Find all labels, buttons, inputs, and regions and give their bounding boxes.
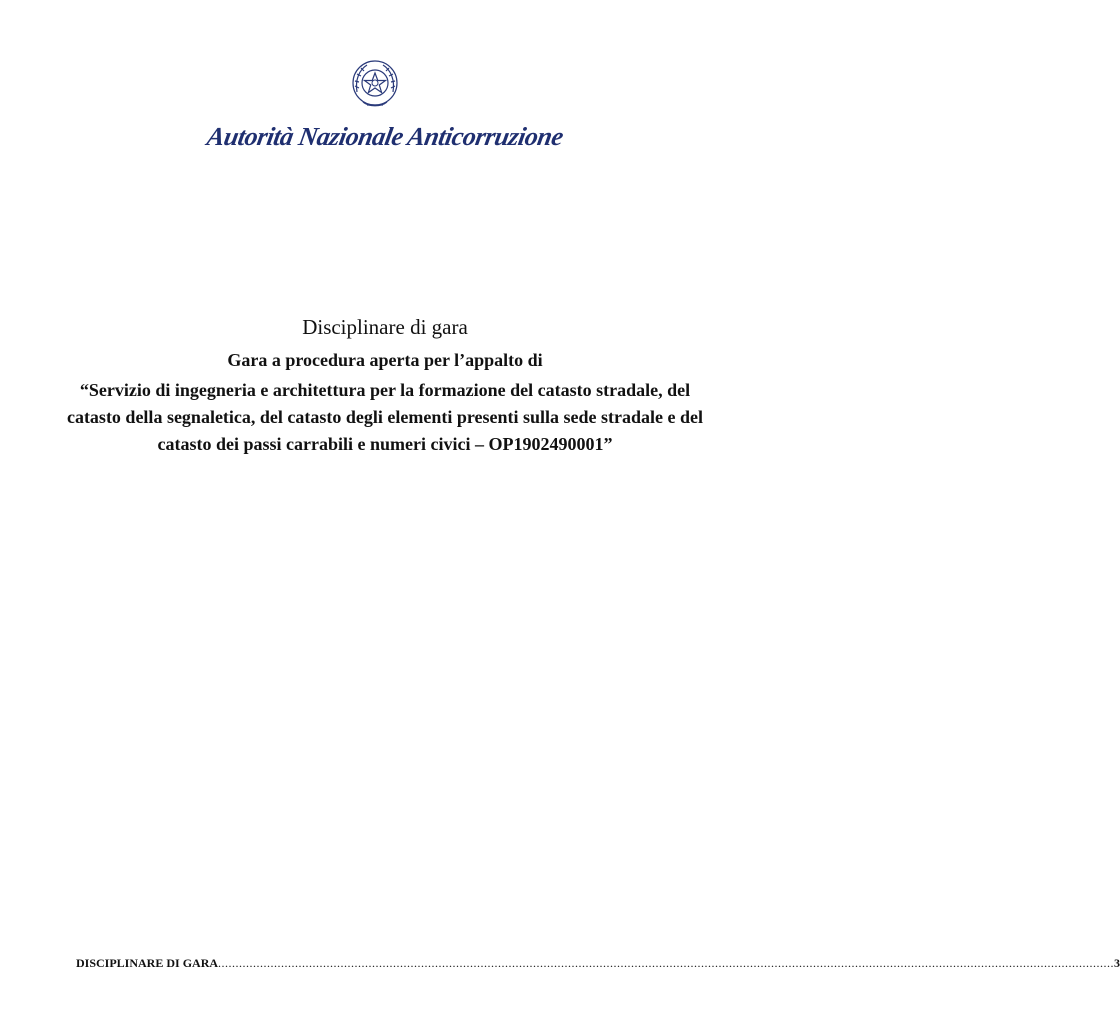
document-title: Disciplinare di gara [302, 315, 468, 339]
toc-entry[interactable] [76, 956, 1120, 971]
document-subtitle: Gara a procedura aperta per l’appalto di [227, 350, 543, 370]
toc-entry-page: 3 [1114, 956, 1120, 970]
toc-dot-leader: ................................................................................................................................................................................................................................................................ [218, 956, 1115, 970]
authority-name: Autorità Nazionale Anticorruzione [204, 122, 566, 151]
title-block [60, 314, 710, 458]
document-object: “Servizio di ingegneria e architettura per la formazione del catasto stradale, del catasto della segnaletica, del catasto degli elementi presenti sulla sede stradale e del catasto dei passi carrabili e numeri civici – OP1902490001” [66, 380, 704, 454]
italian-republic-emblem-icon [349, 58, 401, 112]
toc-entry-label: DISCIPLINARE DI GARA [76, 956, 219, 970]
